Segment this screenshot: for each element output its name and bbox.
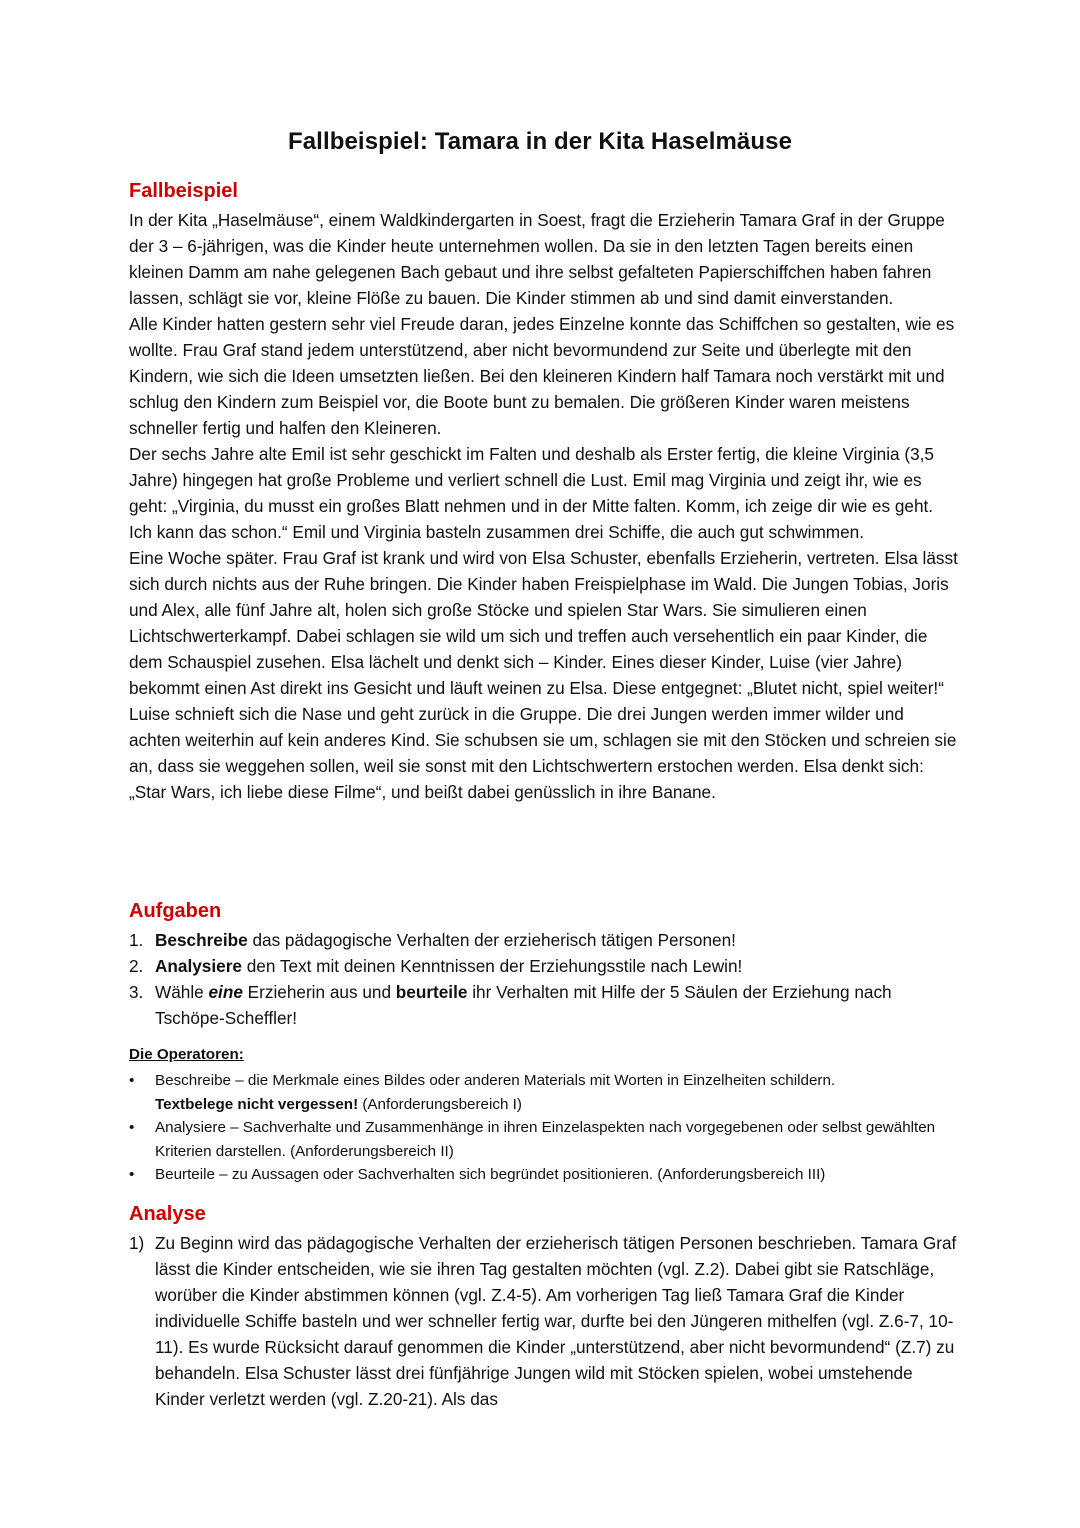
case-text (129, 207, 959, 805)
heading-aufgaben: Aufgaben (129, 900, 222, 922)
task-text: ihr Verhalten mit Hilfe der 5 Säulen der Erziehung nach Tschöpe-Scheffler! (155, 982, 892, 1028)
task-number: 1. (129, 930, 144, 950)
document-title: Fallbeispiel: Tamara in der Kita Haselmäuse (287, 128, 793, 155)
operator-text: Beschreibe – die Merkmale eines Bildes oder anderen Materials mit Worten in Einzelheiten schildern. (155, 1072, 836, 1089)
task-text: den Text mit deinen Kenntnissen der Erziehungsstile nach Lewin! (241, 956, 743, 976)
operator-note: Textbelege nicht vergessen! (155, 1095, 359, 1113)
operator-text: Beurteile – zu Aussagen oder Sachverhalten sich begründet positionieren. (Anforderungsbereich III) (155, 1166, 826, 1183)
task-item (129, 927, 959, 953)
operator-item (129, 1069, 959, 1116)
operator-item (129, 1116, 959, 1163)
operator-item (129, 1163, 959, 1187)
case-paragraph: Alle Kinder hatten gestern sehr viel Freude daran, jedes Einzelne konnte das Schiffchen so gestalten, wie es wollte. Frau Graf stand jedem unterstützend, aber nicht bevormundend zur Seite und überlegte mit den Kindern, wie sich die Ideen umsetzten ließen. Bei den kleineren Kindern half Tamara noch verstärkt mit und schlug den Kindern zum Beispiel vor, die Boote bunt zu bemalen. Die größeren Kinder waren meistens schneller fertig und halfen den Kleineren. (129, 314, 955, 438)
analysis-text: Zu Beginn wird das pädagogische Verhalten der erzieherisch tätigen Personen beschrieben. Tamara Graf lässt die Kinder entscheiden, wie sie ihren Tag gestalten möchten (vgl. Z.2). Dabei gibt sie Ratschläge, worüber die Kinder abstimmen können (vgl. Z.4-5). Am vorherigen Tag ließ Tamara Graf die Kinder individuelle Schiffe basteln und wer schneller fertig war, durfte bei den Jüngeren mithelfen (vgl. Z.6-7, 10-11). Es wurde Rücksicht darauf genommen die Kinder „unterstützend, aber nicht bevormundend“ (Z.7) zu behandeln. Elsa Schuster lässt drei fünfjährige Jungen wild mit Stöcken spielen, wobei umstehende Kinder verletzt werden (vgl. Z.20-21). Als das (155, 1233, 957, 1409)
heading-analyse: Analyse (129, 1203, 206, 1225)
case-paragraph: In der Kita „Haselmäuse“, einem Waldkindergarten in Soest, fragt die Erzieherin Tamara Graf in der Gruppe der 3 – 6-jährigen, was die Kinder heute unternehmen wollen. Da sie in den letzten Tagen bereits einen kleinen Damm am nahe gelegenen Bach gebaut und ihre selbst gefalteten Papierschiffchen haben fahren lassen, schlägt sie vor, kleine Flöße zu bauen. Die Kinder stimmen ab und sind damit einverstanden. (129, 210, 945, 308)
task-number: 3. (129, 982, 144, 1002)
task-operator: Analysiere (155, 956, 242, 976)
task-text: Wähle (155, 982, 209, 1002)
task-item (129, 953, 959, 979)
case-paragraph: Der sechs Jahre alte Emil ist sehr geschickt im Falten und deshalb als Erster fertig, die kleine Virginia (3,5 Jahre) hingegen hat große Probleme und verliert schnell die Lust. Emil mag Virginia und zeigt ihr, wie es geht: „Virginia, du musst ein großes Blatt nehmen und in der Mitte falten. Komm, ich zeige dir wie es geht. Ich kann das schon.“ Emil und Virginia basteln zusammen drei Schiffe, die auch gut schwimmen. (129, 444, 934, 542)
task-text: das pädagogische Verhalten der erzieherisch tätigen Personen! (247, 930, 736, 950)
analysis-number: 1) (129, 1233, 145, 1253)
heading-fallbeispiel: Fallbeispiel (129, 180, 238, 202)
operators-list (129, 1069, 959, 1187)
bullet-icon: • (129, 1119, 135, 1136)
bullet-icon: • (129, 1166, 135, 1183)
bullet-icon: • (129, 1072, 135, 1089)
task-operator: Beschreibe (155, 930, 248, 950)
task-item (129, 979, 959, 1031)
case-paragraph: Eine Woche später. Frau Graf ist krank und wird von Elsa Schuster, ebenfalls Erzieherin, vertreten. Elsa lässt sich durch nichts aus der Ruhe bringen. Die Kinder haben Freispielphase im Wald. Die Jungen Tobias, Joris und Alex, alle fünf Jahre alt, holen sich große Stöcke und spielen Star Wars. Sie simulieren einen Lichtschwerterkampf. Dabei schlagen sie wild um sich und treffen auch versehentlich ein paar Kinder, die dem Schauspiel zusehen. Elsa lächelt und denkt sich – Kinder. Eines dieser Kinder, Luise (vier Jahre) bekommt einen Ast direkt ins Gesicht und läuft weinen zu Elsa. Diese entgegnet: „Blutet nicht, spiel weiter!“ Luise schnieft sich die Nase und geht zurück in die Gruppe. Die drei Jungen werden immer wilder und achten weiterhin auf kein anderes Kind. Sie schubsen sie um, schlagen sie mit den Stöcken und schreien sie an, dass sie weggehen sollen, weil sie sonst mit den Lichtschwertern erstochen werden. Elsa denkt sich: „Star Wars, ich liebe diese Filme“, und beißt dabei genüsslich in ihre Banane. (129, 548, 958, 802)
task-text: Erzieherin aus und (242, 982, 396, 1002)
task-list (129, 927, 959, 1031)
operator-text: (Anforderungsbereich I) (358, 1095, 522, 1113)
operator-text: Analysiere – Sachverhalte und Zusammenhänge in ihren Einzelaspekten nach vorgegebenen oder selbst gewählten Kriterien darstellen. (Anforderungsbereich II) (155, 1119, 936, 1160)
analysis-item (129, 1230, 959, 1412)
task-operator: beurteile (395, 982, 468, 1002)
operators-heading: Die Operatoren: (129, 1046, 244, 1063)
task-emphasis: eine (208, 982, 243, 1002)
task-number: 2. (129, 956, 144, 976)
